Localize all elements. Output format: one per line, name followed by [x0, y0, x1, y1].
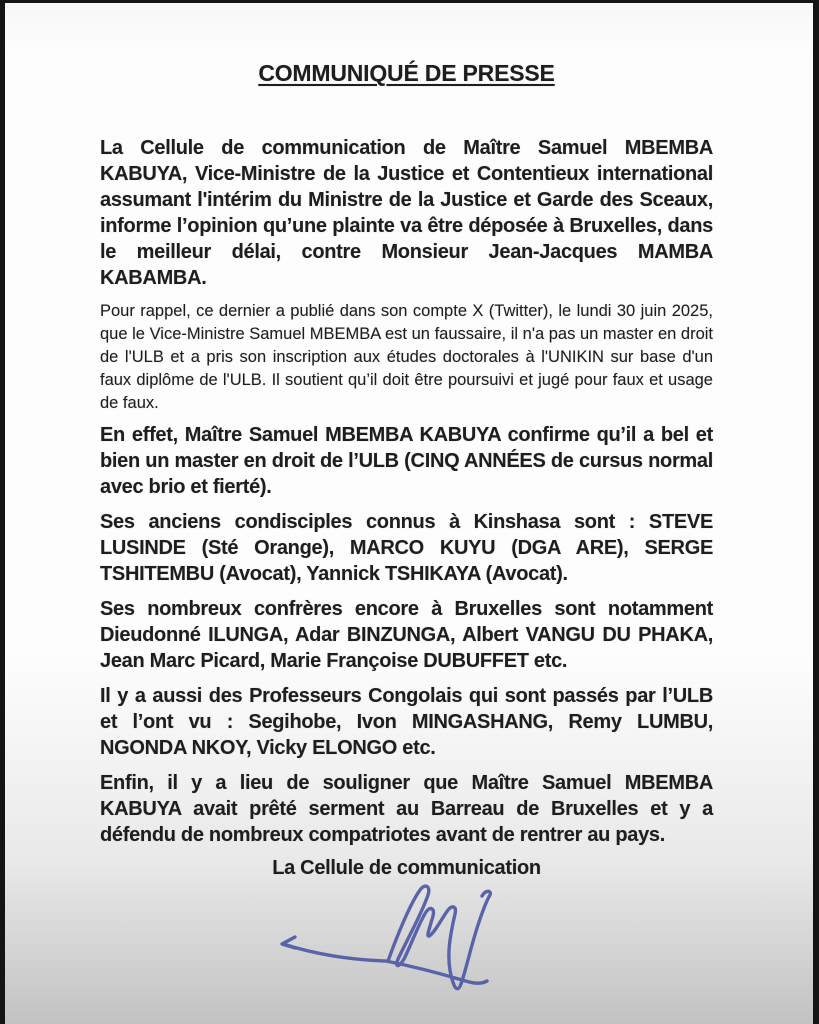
signature-block	[258, 880, 528, 1000]
signoff-label: La Cellule de communication	[272, 857, 541, 879]
document-title: COMMUNIQUÉ DE PRESSE	[258, 60, 555, 86]
paragraph-intro: La Cellule de communication de Maître Samuel MBEMBA KABUYA, Vice-Ministre de la Justice et Contentieux international assumant l'intérim du Ministre de la Justice et Garde des Sceaux, informe l’opinion qu’une plainte va être déposée à Bruxelles, dans le meilleur délai, contre Monsieur Jean-Jacques MAMBA KABAMBA.	[100, 137, 713, 289]
paragraph-colleagues: Ses nombreux confrères encore à Bruxelles sont notamment Dieudonné ILUNGA, Adar BINZUNGA, Albert VANGU DU PHAKA, Jean Marc Picard, Marie Françoise DUBUFFET etc.	[100, 598, 713, 672]
paragraph-conclusion: Enfin, il y a lieu de souligner que Maître Samuel MBEMBA KABUYA avait prêté serment au Barreau de Bruxelles et y a défendu de nombreux compatriotes avant de rentrer au pays.	[100, 772, 713, 846]
paragraph-professors: Il y a aussi des Professeurs Congolais qui sont passés par l’ULB et l’ont vu : Segihobe, Ivon MINGASHANG, Remy LUMBU, NGONDA NKOY, Vicky ELONGO etc.	[100, 685, 713, 759]
paragraph-classmates: Ses anciens condisciples connus à Kinshasa sont : STEVE LUSINDE (Sté Orange), MARCO KUYU (DGA ARE), SERGE TSHITEMBU (Avocat), Yannick TSHIKAYA (Avocat).	[100, 511, 713, 585]
paragraph-recall: Pour rappel, ce dernier a publié dans son compte X (Twitter), le lundi 30 juin 2025, que le Vice-Ministre Samuel MBEMBA est un faussaire, il n'a pas un master en droit de l'ULB et a pris son inscription aux études doctorales à l'UNIKIN sur base d'un faux diplôme de l'ULB. Il soutient qu’il doit être poursuivi et jugé pour faux et usage de faux.	[100, 302, 713, 412]
press-release-page	[5, 3, 813, 1024]
handwritten-signature-icon	[258, 880, 528, 1000]
paper-sheet	[5, 3, 813, 1024]
paragraph-confirmation: En effet, Maître Samuel MBEMBA KABUYA confirme qu’il a bel et bien un master en droit de l’ULB (CINQ ANNÉES de cursus normal avec brio et fierté).	[100, 424, 713, 498]
